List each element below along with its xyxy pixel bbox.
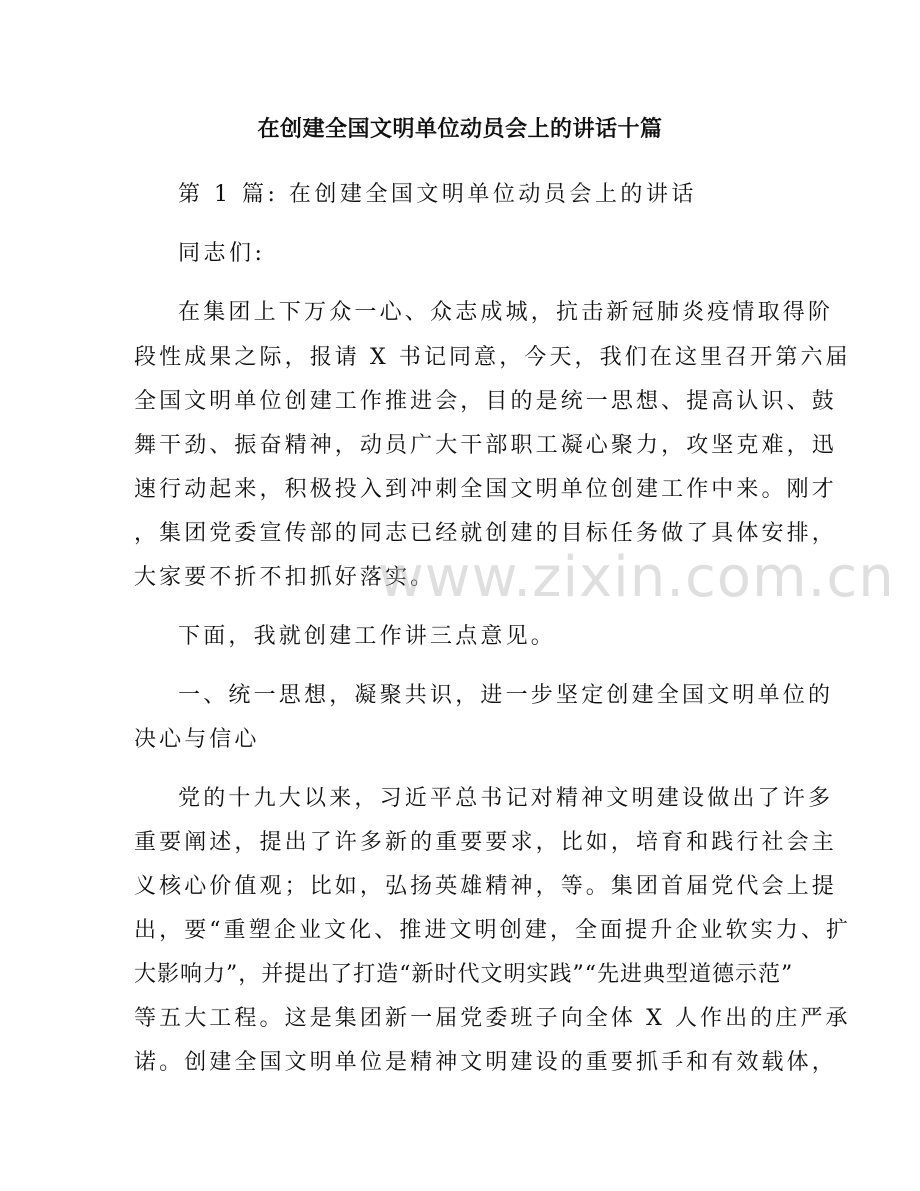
- paragraph-2: 下面，我就创建工作讲三点意见。: [178, 624, 557, 649]
- section-heading-line: 决心与信心: [134, 727, 260, 752]
- watermark: www.zixin.com.cn: [378, 545, 895, 610]
- paragraph-line: 大影响力”，并提出了打造“新时代文明实践”“先进典型道德示范”: [134, 962, 794, 987]
- chapter-heading: 第 1 篇: 在创建全国文明单位动员会上的讲话: [178, 182, 697, 207]
- paragraph-line: ，集团党委宣传部的同志已经就创建的目标任务做了具体安排，: [134, 521, 837, 546]
- salutation: 同志们:: [178, 241, 266, 266]
- document-title: 在创建全国文明单位动员会上的讲话十篇: [257, 117, 663, 142]
- paragraph-line: 速行动起来，积极投入到冲刺全国文明单位创建工作中来。刚才: [134, 477, 837, 502]
- paragraph-line: 重要阐述，提出了许多新的重要要求，比如，培育和践行社会主: [134, 830, 837, 855]
- paragraph-line: 义核心价值观；比如，弘扬英雄精神，等。集团首届党代会上提: [134, 874, 837, 899]
- paragraph-line: 舞干劲、振奋精神，动员广大干部职工凝心聚力，攻坚克难，迅: [134, 433, 837, 458]
- paragraph-line: 大家要不折不扣抓好落实。: [134, 565, 436, 590]
- paragraph-line: 全国文明单位创建工作推进会，目的是统一思想、提高认识、鼓: [134, 389, 837, 414]
- paragraph-line: 党的十九大以来，习近平总书记对精神文明建设做出了许多: [178, 786, 834, 811]
- paragraph-line: 在集团上下万众一心、众志成城，抗击新冠肺炎疫情取得阶: [178, 300, 834, 325]
- paragraph-line: 段性成果之际，报请 X 书记同意，今天，我们在这里召开第六届: [134, 345, 851, 370]
- paragraph-line: 诺。创建全国文明单位是精神文明建设的重要抓手和有效载体，: [134, 1050, 837, 1075]
- paragraph-line: 出，要“重塑企业文化、推进文明创建，全面提升企业软实力、扩: [134, 918, 852, 943]
- paragraph-line: 等五大工程。这是集团新一届党委班子向全体 X 人作出的庄严承: [134, 1006, 851, 1031]
- section-heading-line: 一、统一思想，凝聚共识，进一步坚定创建全国文明单位的: [178, 683, 834, 708]
